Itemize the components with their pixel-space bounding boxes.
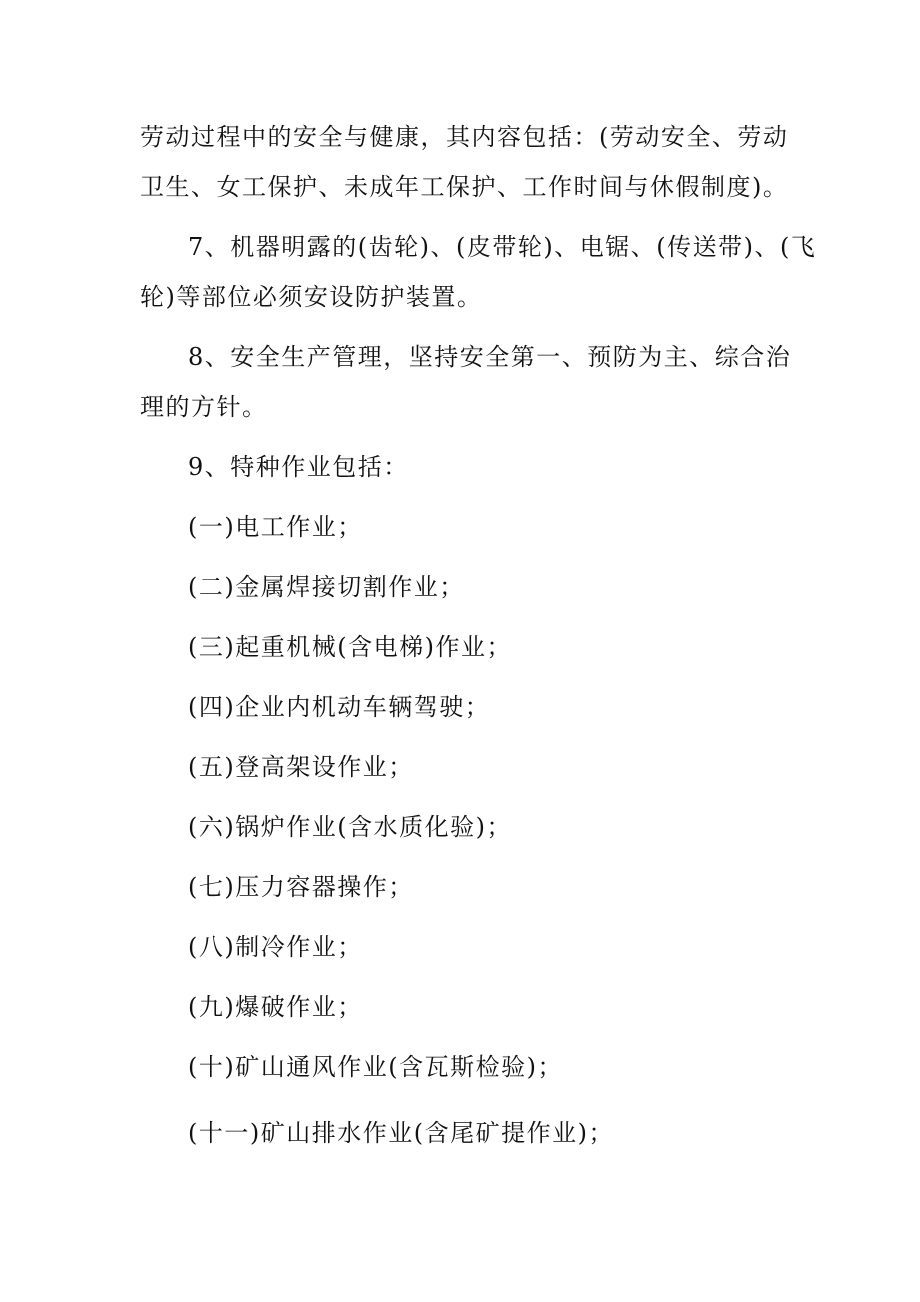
list-item: (九)爆破作业； bbox=[188, 993, 363, 1021]
list-item: (十一)矿山排水作业(含尾矿提作业)； bbox=[188, 1119, 614, 1147]
paragraph-9-intro: 9、特种作业包括： bbox=[188, 453, 409, 481]
paragraph-7-line-2: 轮)等部位必须安设防护装置。 bbox=[140, 283, 483, 311]
paragraph-6-line-1: 劳动过程中的安全与健康，其内容包括：(劳动安全、劳动 bbox=[140, 123, 789, 151]
paragraph-8-line-2: 理的方针。 bbox=[140, 393, 268, 421]
list-item: (四)企业内机动车辆驾驶； bbox=[188, 693, 491, 721]
list-item: (八)制冷作业； bbox=[188, 933, 363, 961]
paragraph-8-line-1: 8、安全生产管理，坚持安全第一、预防为主、综合治 bbox=[188, 343, 792, 371]
paragraph-7-line-1: 7、机器明露的(齿轮)、(皮带轮)、电锯、(传送带)、(飞 bbox=[188, 233, 817, 261]
list-item: (五)登高架设作业； bbox=[188, 753, 414, 781]
list-item: (七)压力容器操作； bbox=[188, 873, 414, 901]
list-item: (二)金属焊接切割作业； bbox=[188, 573, 465, 601]
list-item: (六)锅炉作业(含水质化验)； bbox=[188, 813, 512, 841]
paragraph-6-line-2: 卫生、女工保护、未成年工保护、工作时间与休假制度)。 bbox=[140, 173, 789, 201]
list-item: (三)起重机械(含电梯)作业； bbox=[188, 633, 512, 661]
list-item: (一)电工作业； bbox=[188, 513, 363, 541]
list-item: (十)矿山通风作业(含瓦斯检验)； bbox=[188, 1053, 563, 1081]
